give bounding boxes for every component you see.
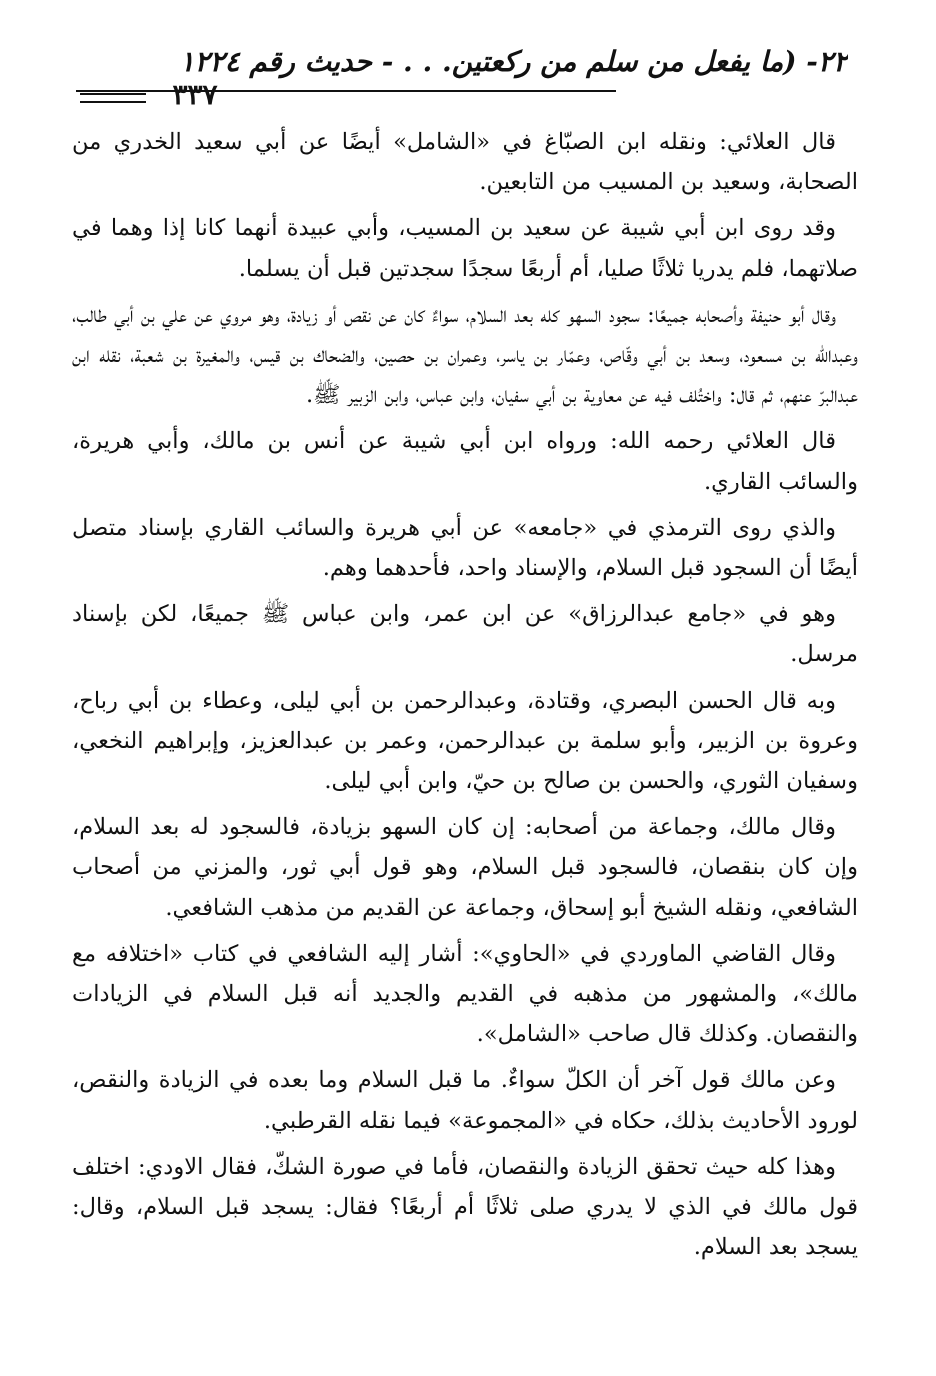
paragraph: وعن مالك قول آخر أن الكلّ سواءٌ. ما قبل السلام وما بعده في الزيادة والنقص، لورود الأحاديث بذلك، حكاه في «المجموعة» فيما نقله القرطبي. — [72, 1067, 858, 1134]
page-number-rule-top — [80, 93, 146, 95]
running-header-title: ٢٢- (ما يفعل من سلم من ركعتين. . . - حديث رقم ١٢٢٤ — [179, 45, 848, 78]
paragraph: قال العلائي رحمه الله: ورواه ابن أبي شيبة عن أنس بن مالك، وأبي هريرة، والسائب القاري. — [72, 428, 858, 495]
body-text — [72, 122, 858, 1273]
paragraph: وقد روى ابن أبي شيبة عن سعيد بن المسيب، وأبي عبيدة أنهما كانا إذا وهما في صلاتهما، فلم يدريا ثلاثًا صليا، أم أربعًا سجدًا سجدتين قبل أن يسلما. — [72, 215, 858, 282]
paragraph: وقال أبو حنيفة وأصحابه جميعًا: سجود السهو كله بعد السلام، سواءٌ كان عن نقص أو زيادة، وهو مروي عن علي بن أبي طالب، وعبدالله بن مسعود، وسعد بن أبي وقّاص، وعمّار بن ياسر، وعمران بن حصين، والضحاك بن قيس، والمغيرة بن شعبة، نقله ابن عبدالبرّ عنهم، ثم قال: واختُلف فيه عن معاوية بن أبي سفيان، وابن عباس، وابن الزبير ﷺ. — [72, 301, 858, 409]
page-number: ٣٣٧ — [172, 78, 218, 111]
paragraph: وقال القاضي الماوردي في «الحاوي»: أشار إليه الشافعي في كتاب «اختلافه مع مالك»، والمشهور من مذهبه في القديم والجديد أنه قبل السلام في الزيادات والنقصان. وكذلك قال صاحب «الشامل». — [72, 940, 858, 1048]
paragraph: وبه قال الحسن البصري، وقتادة، وعبدالرحمن بن أبي ليلى، وعطاء بن أبي رباح، وعروة بن الزبير، وأبو سلمة بن عبدالرحمن، وعمر بن عبدالعزيز، وإبراهيم النخعي، وسفيان الثوري، والحسن بن صالح بن حيّ، وابن أبي ليلى. — [72, 687, 858, 795]
page-number-rule-bottom — [80, 101, 146, 103]
paragraph: وهو في «جامع عبدالرزاق» عن ابن عمر، وابن عباس ﷺ جميعًا، لكن بإسناد مرسل. — [72, 601, 858, 668]
paragraph: والذي روى الترمذي في «جامعه» عن أبي هريرة والسائب القاري بإسناد متصل أيضًا أن السجود قبل السلام، والإسناد واحد، فأحدهما وهم. — [72, 514, 858, 582]
paragraph: قال العلائي: ونقله ابن الصبّاغ في «الشامل» أيضًا عن أبي سعيد الخدري من الصحابة، وسعيد بن المسيب من التابعين. — [72, 129, 858, 196]
paragraph: وقال مالك، وجماعة من أصحابه: إن كان السهو بزيادة، فالسجود له بعد السلام، وإن كان بنقصان، فالسجود قبل السلام، وهو قول أبي ثور، والمزني من أصحاب الشافعي، ونقله الشيخ أبو إسحاق، وجماعة عن القديم من مذهب الشافعي. — [72, 814, 858, 921]
paragraph: وهذا كله حيث تحقق الزيادة والنقصان، فأما في صورة الشكّ، فقال الاودي: اختلف قول مالك في الذي لا يدري صلى ثلاثًا أم أربعًا؟ فقال: يسجد قبل السلام، وقال: يسجد بعد السلام. — [72, 1153, 858, 1261]
